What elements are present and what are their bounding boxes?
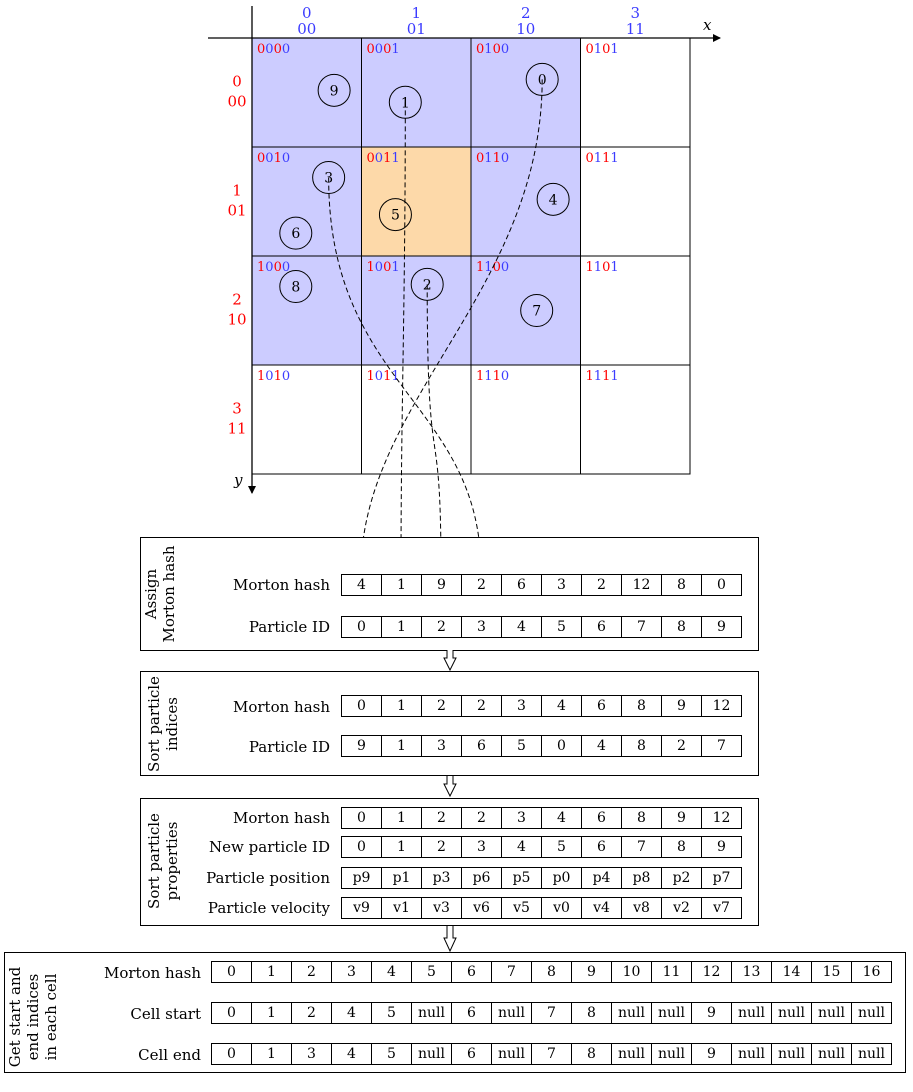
table-cell: null <box>651 1043 692 1065</box>
table-cell: 2 <box>661 735 702 757</box>
table-cell: v0 <box>541 897 582 919</box>
cell-morton-code: 1111 <box>585 369 619 384</box>
table-cell: 2 <box>421 807 462 829</box>
table-cell: v1 <box>381 897 422 919</box>
table-cell: 3 <box>331 961 372 983</box>
table-cell: p1 <box>381 867 422 889</box>
table-cell: 4 <box>371 961 412 983</box>
table-cell: 4 <box>501 616 542 638</box>
table-cell: 6 <box>451 1002 492 1024</box>
cell-morton-code: 1011 <box>366 369 400 384</box>
cell-morton-code: 0011 <box>366 151 400 166</box>
column-index-label: 1 <box>411 4 422 22</box>
table-cell: null <box>851 1002 892 1024</box>
table-cell: 0 <box>211 1043 252 1065</box>
step3-particle-position-cells <box>341 867 742 889</box>
particle-id-label: 1 <box>400 95 410 112</box>
table-cell: 3 <box>501 695 542 717</box>
table-cell: 10 <box>611 961 652 983</box>
table-cell: 5 <box>371 1002 412 1024</box>
table-cell: 8 <box>621 807 662 829</box>
row-binary-label: 00 <box>227 92 247 111</box>
step2-label-morton-hash: Morton hash <box>232 698 330 716</box>
row-binary-label: 10 <box>227 310 247 329</box>
assign-morton-hash-panel <box>140 537 759 651</box>
table-cell: 7 <box>531 1043 572 1065</box>
table-cell: 1 <box>381 574 422 596</box>
table-cell: 8 <box>661 616 702 638</box>
table-cell: 1 <box>381 836 422 858</box>
table-cell: 7 <box>491 961 532 983</box>
assign-morton-hash-title: Assign Morton hash <box>142 545 178 643</box>
table-cell: v9 <box>341 897 382 919</box>
row-index-label: 3 <box>232 399 242 418</box>
column-index-label: 0 <box>301 4 312 22</box>
cell-morton-code: 1010 <box>257 369 291 384</box>
cell-morton-code: 1001 <box>366 260 400 275</box>
table-cell: 3 <box>461 616 502 638</box>
morton-grid-diagram <box>0 0 913 540</box>
cell-morton-code: 1110 <box>476 369 510 384</box>
table-cell: v5 <box>501 897 542 919</box>
table-cell: 3 <box>291 1043 332 1065</box>
table-cell: 2 <box>461 574 502 596</box>
table-cell: 9 <box>571 961 612 983</box>
table-cell: p4 <box>581 867 622 889</box>
flow-arrow-3 <box>440 926 460 952</box>
table-cell: 4 <box>331 1002 372 1024</box>
table-cell: 8 <box>571 1043 612 1065</box>
table-cell: p9 <box>341 867 382 889</box>
particle-id-label: 3 <box>324 170 334 187</box>
table-cell: 9 <box>661 695 702 717</box>
y-axis-label: y <box>234 471 243 489</box>
table-cell: v7 <box>701 897 742 919</box>
row-index-label: 1 <box>232 181 242 200</box>
table-cell: 0 <box>341 616 382 638</box>
particle-id-label: 4 <box>548 192 558 209</box>
cell-morton-code: 0110 <box>476 151 510 166</box>
particle-id-label: 2 <box>422 277 432 294</box>
table-cell: v2 <box>661 897 702 919</box>
table-cell: 6 <box>451 1043 492 1065</box>
table-cell: 7 <box>531 1002 572 1024</box>
table-cell: 8 <box>621 695 662 717</box>
table-cell: p6 <box>461 867 502 889</box>
row-index-label: 0 <box>232 72 242 91</box>
table-cell: 12 <box>691 961 732 983</box>
column-binary-label: 11 <box>625 20 645 38</box>
table-cell: 3 <box>461 836 502 858</box>
cell-morton-code: 0000 <box>257 42 291 57</box>
table-cell: 9 <box>701 836 742 858</box>
table-cell: 6 <box>461 735 502 757</box>
table-cell: 5 <box>541 616 582 638</box>
row-index-label: 2 <box>232 290 242 309</box>
table-cell: 5 <box>541 836 582 858</box>
table-cell: 3 <box>541 574 582 596</box>
cell-morton-code: 1000 <box>257 260 291 275</box>
step3-new-particle-id-cells <box>341 836 742 858</box>
table-cell: v6 <box>461 897 502 919</box>
table-cell: 11 <box>651 961 692 983</box>
table-cell: 0 <box>341 836 382 858</box>
table-cell: 2 <box>461 695 502 717</box>
table-cell: null <box>811 1002 852 1024</box>
table-cell: 0 <box>211 1002 252 1024</box>
particle-id-label: 9 <box>329 83 339 100</box>
table-cell: 5 <box>501 735 542 757</box>
step1-particle-id-cells <box>341 616 742 638</box>
cell-morton-code: 0100 <box>476 42 510 57</box>
row-binary-label: 01 <box>227 201 247 220</box>
column-index-label: 2 <box>520 4 531 22</box>
table-cell: 4 <box>341 574 382 596</box>
table-cell: 6 <box>501 574 542 596</box>
table-cell: 0 <box>341 695 382 717</box>
step1-label-morton-hash: Morton hash <box>232 576 330 594</box>
table-cell: 2 <box>421 836 462 858</box>
table-cell: v8 <box>621 897 662 919</box>
table-cell: 2 <box>421 616 462 638</box>
table-cell: 2 <box>291 1002 332 1024</box>
column-binary-label: 01 <box>406 20 426 38</box>
table-cell: 1 <box>381 616 422 638</box>
step3-label-particle-velocity: Particle velocity <box>207 899 330 917</box>
particle-id-label: 6 <box>291 226 301 243</box>
step2-particle-id-cells <box>341 735 742 757</box>
table-cell: 6 <box>581 616 622 638</box>
table-cell: null <box>611 1002 652 1024</box>
particle-id-label: 5 <box>390 207 400 224</box>
step4-label-cell-start: Cell start <box>130 1005 201 1023</box>
table-cell: 2 <box>291 961 332 983</box>
table-cell: 8 <box>661 836 702 858</box>
x-axis-label: x <box>703 16 712 34</box>
table-cell: null <box>771 1043 812 1065</box>
table-cell: 1 <box>381 695 422 717</box>
step2-morton-hash-cells <box>341 695 742 717</box>
table-cell: null <box>611 1043 652 1065</box>
table-cell: 5 <box>371 1043 412 1065</box>
table-cell: 0 <box>211 961 252 983</box>
table-cell: 6 <box>581 836 622 858</box>
table-cell: null <box>731 1002 772 1024</box>
table-cell: 2 <box>581 574 622 596</box>
step3-label-new-particle-id: New particle ID <box>209 838 330 856</box>
step4-cell-end-cells <box>211 1043 892 1065</box>
step4-label-morton-hash: Morton hash <box>103 964 201 982</box>
table-cell: 14 <box>771 961 812 983</box>
table-cell: 1 <box>251 1002 292 1024</box>
cell-start-end-title: Get start and end indices in each cell <box>6 966 60 1068</box>
column-binary-label: 10 <box>516 20 536 38</box>
table-cell: 0 <box>341 807 382 829</box>
table-cell: p2 <box>661 867 702 889</box>
table-cell: v3 <box>421 897 462 919</box>
table-cell: 9 <box>691 1043 732 1065</box>
table-cell: 2 <box>421 695 462 717</box>
table-cell: p0 <box>541 867 582 889</box>
table-cell: 3 <box>421 735 462 757</box>
table-cell: 4 <box>541 695 582 717</box>
table-cell: p3 <box>421 867 462 889</box>
table-cell: 6 <box>581 695 622 717</box>
table-cell: 4 <box>501 836 542 858</box>
cell-morton-code: 0001 <box>366 42 400 57</box>
table-cell: 7 <box>621 836 662 858</box>
cell-morton-code: 0010 <box>257 151 291 166</box>
table-cell: 8 <box>661 574 702 596</box>
table-cell: null <box>491 1043 532 1065</box>
table-cell: null <box>851 1043 892 1065</box>
table-cell: 1 <box>381 807 422 829</box>
table-cell: 6 <box>451 961 492 983</box>
sort-particle-indices-panel <box>140 671 759 776</box>
table-cell: null <box>651 1002 692 1024</box>
particle-id-label: 0 <box>537 72 547 89</box>
column-binary-label: 00 <box>297 20 317 38</box>
cell-morton-code: 0111 <box>585 151 619 166</box>
table-cell: 4 <box>581 735 622 757</box>
table-cell: 1 <box>251 1043 292 1065</box>
table-cell: 12 <box>621 574 662 596</box>
table-cell: 9 <box>421 574 462 596</box>
step2-label-particle-id: Particle ID <box>248 738 330 756</box>
step3-morton-hash-cells <box>341 807 742 829</box>
cell-morton-code: 1101 <box>585 260 619 275</box>
table-cell: 0 <box>701 574 742 596</box>
table-cell: 8 <box>571 1002 612 1024</box>
sort-particle-properties-panel <box>140 798 759 926</box>
particle-id-label: 7 <box>532 303 542 320</box>
flow-arrow-1 <box>440 650 460 672</box>
table-cell: v4 <box>581 897 622 919</box>
table-cell: 12 <box>701 695 742 717</box>
table-cell: null <box>771 1002 812 1024</box>
step1-label-particle-id: Particle ID <box>248 618 330 636</box>
table-cell: null <box>411 1043 452 1065</box>
table-cell: 8 <box>531 961 572 983</box>
table-cell: 0 <box>541 735 582 757</box>
column-index-label: 3 <box>630 4 641 22</box>
table-cell: 1 <box>251 961 292 983</box>
table-cell: p5 <box>501 867 542 889</box>
table-cell: 9 <box>701 616 742 638</box>
table-cell: 4 <box>541 807 582 829</box>
table-cell: 9 <box>691 1002 732 1024</box>
particle-id-label: 8 <box>291 279 301 296</box>
table-cell: null <box>491 1002 532 1024</box>
step3-label-particle-position: Particle position <box>206 869 330 887</box>
step1-morton-hash-cells <box>341 574 742 596</box>
table-cell: 9 <box>661 807 702 829</box>
table-cell: 16 <box>851 961 892 983</box>
sort-particle-indices-title: Sort particle indices <box>145 676 181 772</box>
row-binary-label: 11 <box>227 419 247 438</box>
step4-cell-start-cells <box>211 1002 892 1024</box>
table-cell: 5 <box>411 961 452 983</box>
table-cell: 2 <box>461 807 502 829</box>
table-cell: 8 <box>621 735 662 757</box>
table-cell: null <box>411 1002 452 1024</box>
step3-particle-velocity-cells <box>341 897 742 919</box>
step4-morton-hash-cells <box>211 961 892 983</box>
table-cell: 13 <box>731 961 772 983</box>
table-cell: 7 <box>701 735 742 757</box>
table-cell: p8 <box>621 867 662 889</box>
table-cell: 4 <box>331 1043 372 1065</box>
cell-morton-code: 0101 <box>585 42 619 57</box>
table-cell: 1 <box>381 735 422 757</box>
table-cell: null <box>731 1043 772 1065</box>
sort-particle-properties-title: Sort particle properties <box>145 813 181 909</box>
step4-label-cell-end: Cell end <box>138 1046 201 1064</box>
table-cell: null <box>811 1043 852 1065</box>
cell-morton-code: 1100 <box>476 260 510 275</box>
table-cell: 3 <box>501 807 542 829</box>
step3-label-morton-hash: Morton hash <box>232 809 330 827</box>
table-cell: p7 <box>701 867 742 889</box>
table-cell: 9 <box>341 735 382 757</box>
flow-arrow-2 <box>440 776 460 798</box>
table-cell: 7 <box>621 616 662 638</box>
table-cell: 6 <box>581 807 622 829</box>
table-cell: 15 <box>811 961 852 983</box>
cell-start-end-panel <box>4 952 906 1073</box>
table-cell: 12 <box>701 807 742 829</box>
